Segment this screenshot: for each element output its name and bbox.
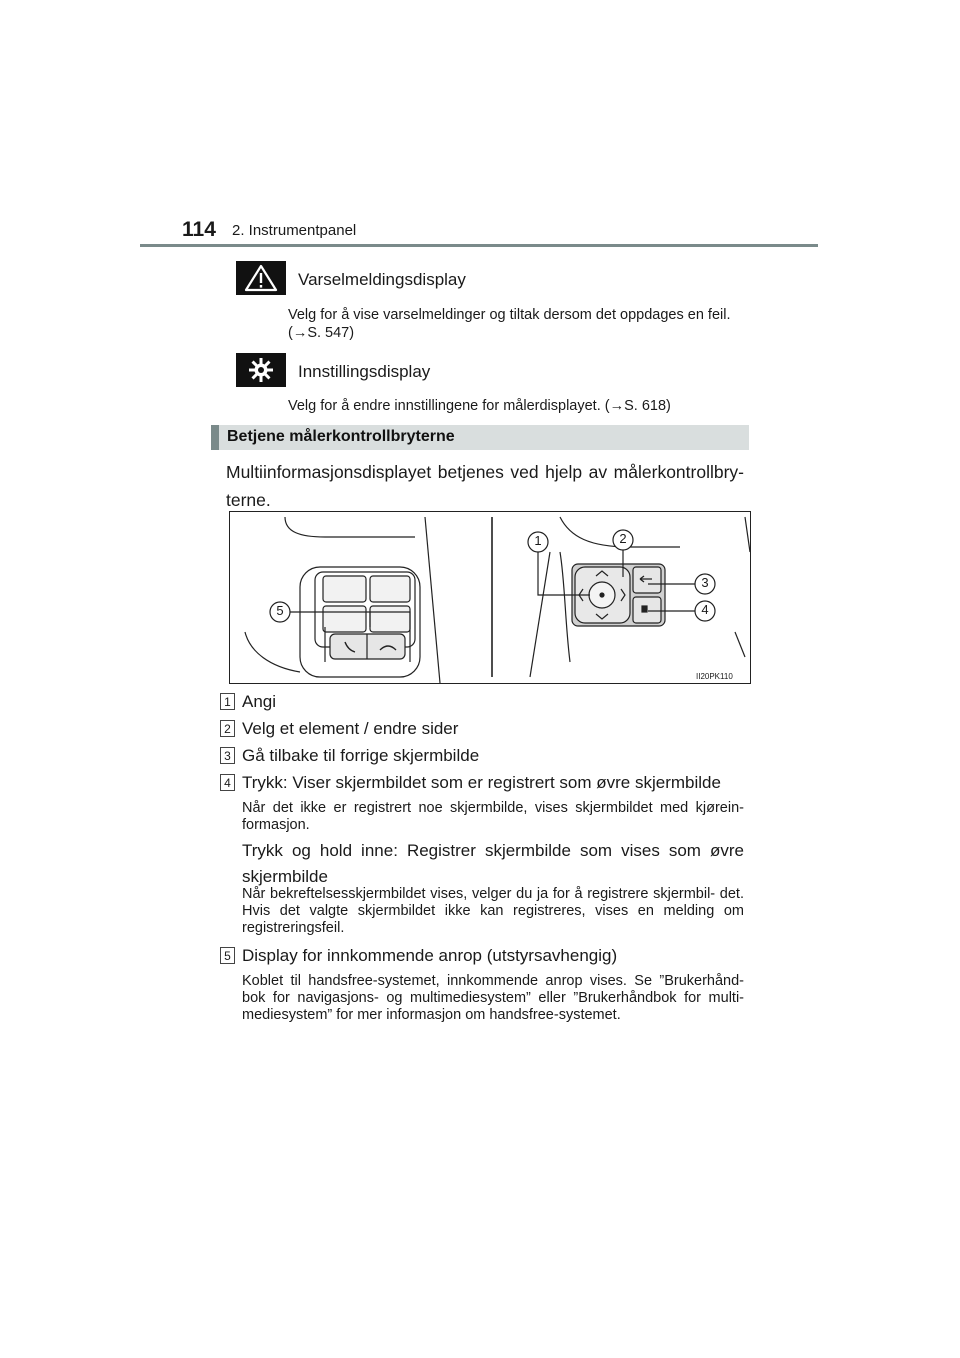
item-number-5: 5 (220, 947, 235, 964)
figure-callout-2: 2 (619, 531, 627, 546)
section-heading: Betjene målerkontrollbryterne (211, 425, 749, 450)
figure-callout-1: 1 (534, 533, 542, 548)
warning-display-desc: Velg for å vise varselmeldinger og tiltak dersom det oppdages en feil. (→S. 547) (288, 307, 731, 341)
figure-callout-3: 3 (701, 575, 709, 590)
item-note-4b: Når bekreftelsesskjermbildet vises, velger du ja for å registrere skjermbil- det. Hvis det valgte skjermbildet ikke kan registreres, vises en melding om registreringsfeil. (242, 886, 744, 936)
settings-display-title: Innstillingsdisplay (298, 362, 431, 381)
warning-display-title: Varselmeldingsdisplay (298, 270, 466, 289)
steering-switch-figure (229, 511, 751, 684)
item-label-3: Gå tilbake til forrige skjermbilde (242, 746, 480, 765)
warning-icon (236, 261, 286, 295)
item-label-5: Display for innkommende anrop (utstyrsavhengig) (242, 946, 618, 965)
item-number-2: 2 (220, 720, 235, 737)
intro-paragraph: Multiinformasjonsdisplayet betjenes ved hjelp av målerkontrollbry- terne. (226, 462, 744, 510)
gear-icon (236, 353, 286, 387)
figure-callout-4: 4 (701, 602, 709, 617)
item-label-2: Velg et element / endre sider (242, 719, 459, 738)
item-label-1: Angi (242, 692, 277, 711)
item-note-4a: Når det ikke er registrert noe skjermbilde, vises skjermbildet med kjørein- formasjon. (242, 800, 744, 833)
figure-code: II20PK110 (696, 672, 733, 681)
item-number-4: 4 (220, 774, 235, 791)
header-rule (140, 244, 818, 247)
chapter-title: 2. Instrumentpanel (232, 222, 357, 239)
item-sub-4: Trykk og hold inne: Registrer skjermbilde som vises som øvre skjermbilde (242, 841, 744, 886)
item-number-3: 3 (220, 747, 235, 764)
item-note-5: Koblet til handsfree-systemet, innkommende anrop vises. Se ”Brukerhånd- bok for navigasjons- og multimediesystem” eller ”Brukerhåndbok for multi- mediesystem” for mer informasjon om handsfree-systemet. (242, 973, 744, 1023)
settings-display-desc: Velg for å endre innstillingene for målerdisplayet. (→S. 618) (288, 398, 671, 414)
item-label-4: Trykk: Viser skjermbildet som er registrert som øvre skjermbilde (242, 773, 721, 792)
page-number: 114 (182, 218, 216, 241)
figure-callout-5: 5 (276, 603, 284, 618)
item-number-1: 1 (220, 693, 235, 710)
